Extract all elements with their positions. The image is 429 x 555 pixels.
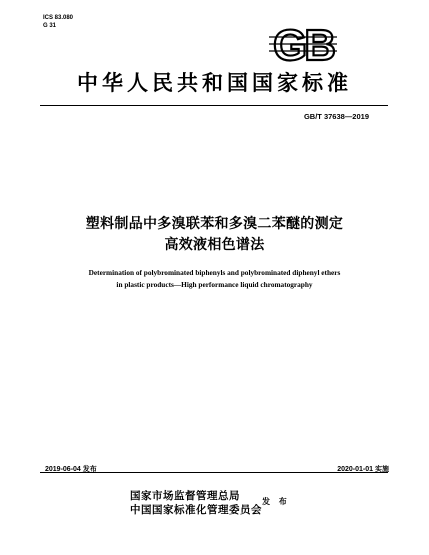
- gb-logo: [263, 23, 343, 65]
- chinese-title: [0, 214, 429, 256]
- national-standard-heading: 中华人民共和国国家标准: [77, 70, 352, 95]
- issuer-samr: 国家市场监督管理总局: [130, 490, 240, 502]
- top-divider: [40, 105, 388, 106]
- gb-logo-text: GB: [273, 23, 333, 65]
- ics-code: ICS 83.080: [43, 15, 74, 21]
- ccs-code: G 31: [43, 23, 57, 29]
- implementation-date: 2020-01-01 实施: [337, 466, 389, 473]
- publish-label: 发 布: [262, 497, 290, 506]
- issuer-sac: 中国国家标准化管理委员会: [130, 504, 262, 516]
- issuing-authorities: [130, 489, 262, 517]
- bottom-divider: [40, 472, 388, 473]
- chinese-title-line-2: 高效液相色谱法: [164, 237, 265, 253]
- english-title-line-1: Determination of polybrominated biphenyls and polybrominated diphenyl ethers: [88, 268, 341, 277]
- english-title-line-2: in plastic products—High performance liquid chromatography: [116, 280, 313, 289]
- chinese-title-line-1: 塑料制品中多溴联苯和多溴二苯醚的测定: [85, 216, 344, 232]
- classification-codes: [43, 14, 73, 30]
- english-title: [0, 267, 429, 291]
- issue-date: 2019-06-04 发布: [45, 466, 97, 473]
- standard-number: GB/T 37638—2019: [303, 112, 369, 121]
